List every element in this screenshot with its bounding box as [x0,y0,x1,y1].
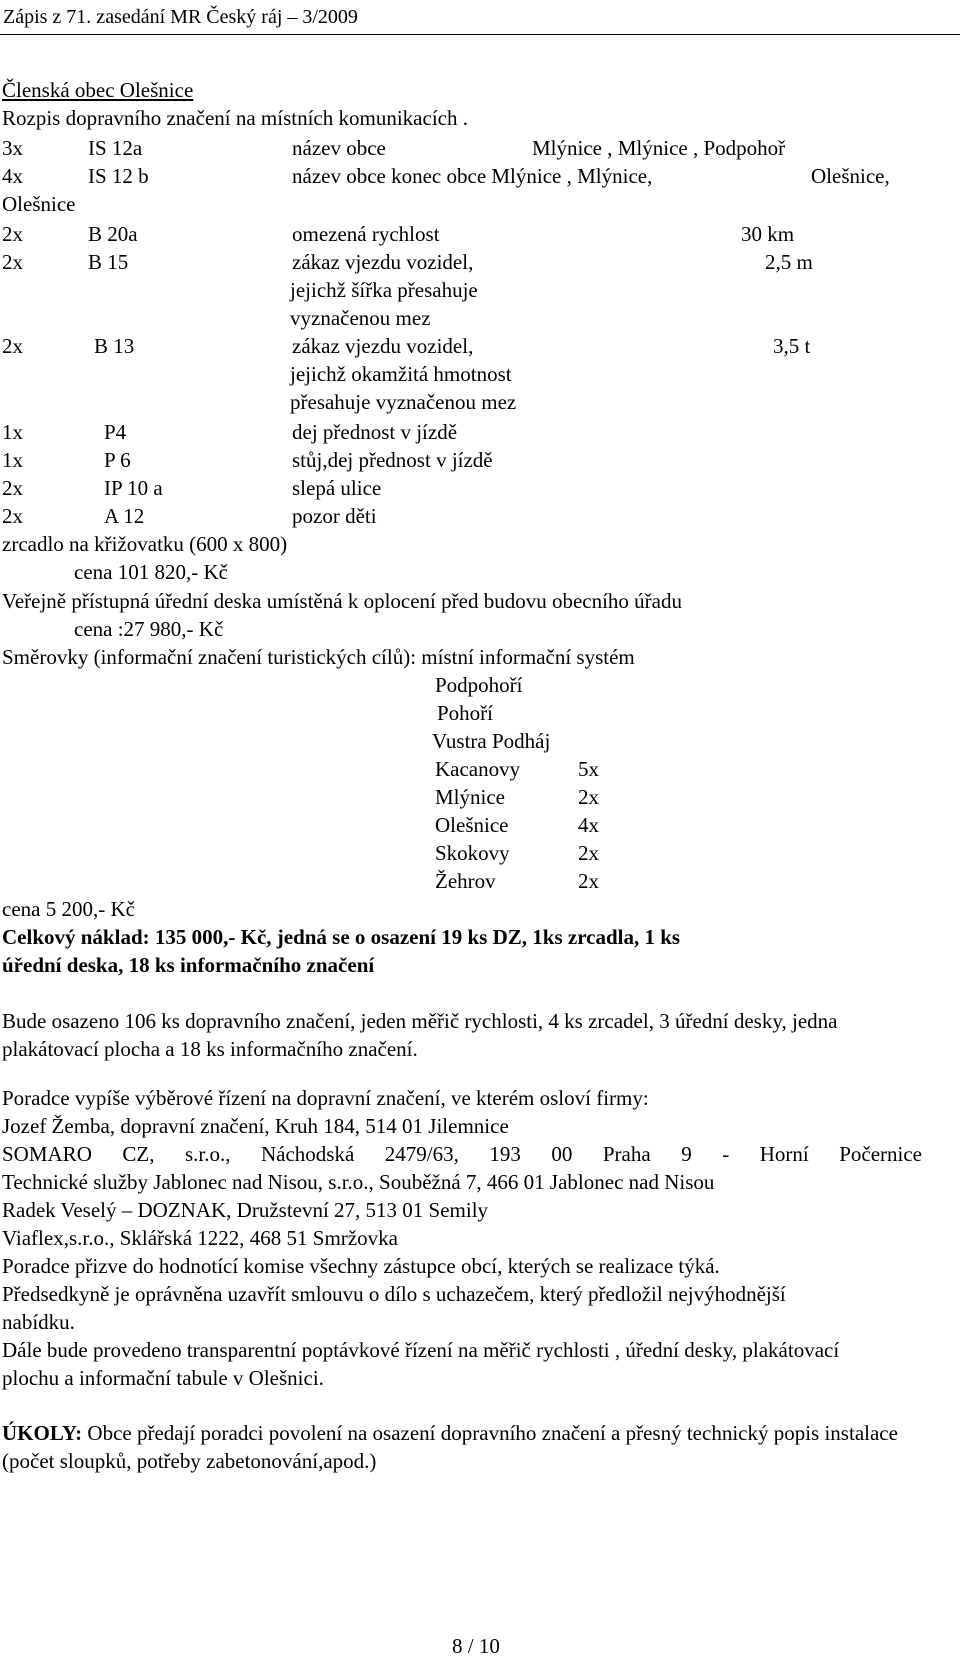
arrow-place: Skokovy [435,841,510,865]
mirror-text: zrcadlo na křižovatku (600 x 800) [2,532,288,556]
sign-places-cont: Olešnice [2,192,76,216]
arrow-place: Podpohoří [435,673,523,697]
commission-text: Poradce přizve do hodnotící komise všechny zástupce obcí, kterých se realizace týká. [2,1254,720,1278]
firm-item: Jozef Žemba, dopravní značení, Kruh 184, 514 01 Jilemnice [2,1114,509,1138]
sign-name: zákaz vjezdu vozidel, [292,334,474,358]
tasks-paragraph [2,1419,907,1475]
sign-value: 30 km [741,222,795,246]
sign-qty: 2x [2,222,23,246]
sign-name: název obce [292,136,386,160]
tasks-label: ÚKOLY: [2,1421,83,1445]
arrow-count: 5x [578,757,599,781]
tasks-text: Obce předají poradci povolení na osazení dopravního značení a přesný technický popis instalace (počet sloupků, potřeby zabetonování,apod.) [2,1421,898,1473]
sign-name: slepá ulice [292,476,382,500]
page-number: 8 / 10 [452,1634,500,1658]
arrow-place: Kacanovy [435,757,521,781]
sign-code: IS 12 b [88,164,149,188]
sign-places: Olešnice, [811,164,890,188]
sign-name-line2: jejichž šířka přesahuje [290,278,478,302]
arrow-place: Vustra Podháj [432,729,551,753]
sign-code: P 6 [104,448,131,472]
total-line-1: Celkový náklad: 135 000,- Kč, jedná se o osazení 19 ks DZ, 1ks zrcadla, 1 ks [2,925,681,949]
sign-code: IS 12a [88,136,143,160]
sign-name: stůj,dej přednost v jízdě [292,448,493,472]
sign-name: omezená rychlost [292,222,440,246]
sign-name: dej přednost v jízdě [292,420,458,444]
sign-code: A 12 [104,504,145,528]
sign-value: 3,5 t [773,334,811,358]
sign-value: 2,5 m [765,250,813,274]
sign-qty: 3x [2,136,23,160]
firm-item: SOMARO CZ, s.r.o., Náchodská 2479/63, 193 00 Praha 9 - Horní Počernice [2,1142,922,1166]
arrow-place: Mlýnice [435,785,505,809]
sign-qty: 1x [2,448,23,472]
firm-item: Viaflex,s.r.o., Sklářská 1222, 468 51 Smržovka [2,1226,398,1250]
chair-text: Předsedkyně je oprávněna uzavřít smlouvu o dílo s uchazečem, který předložil nejvýhodnější nabídku. [2,1282,786,1334]
sign-name: pozor děti [292,504,377,528]
sign-qty: 2x [2,504,23,528]
page-header: Zápis z 71. zasedání MR Český ráj – 3/2009 [3,6,358,28]
firm-item: Radek Veselý – DOZNAK, Družstevní 27, 513 01 Semily [2,1198,489,1222]
arrow-place: Pohoří [437,701,494,725]
sign-places: Mlýnice , Mlýnice , Podpohoř [532,136,786,160]
total-line-2: úřední deska, 18 ks informačního značení [2,953,375,977]
installation-summary: Bude osazeno 106 ks dopravního značení, jeden měřič rychlosti, 4 ks zrcadel, 3 úřední desky, jedna plakátovací plocha a 18 ks informačního značení. [2,1009,838,1061]
sign-name-line2: jejichž okamžitá hmotnost [290,362,512,386]
arrow-count: 2x [578,841,599,865]
sign-code: IP 10 a [104,476,163,500]
further-text: Dále bude provedeno transparentní poptávkové řízení na měřič rychlosti , úřední desky, plakátovací plochu a informační tabule v Olešnici. [2,1338,840,1390]
sign-code: B 15 [88,250,129,274]
arrow-count: 2x [578,785,599,809]
arrow-count: 4x [578,813,599,837]
arrows-text: Směrovky (informační značení turistických cílů): místní informační systém [2,645,635,669]
board-price: cena :27 980,- Kč [74,617,224,641]
sign-name-line3: vyznačenou mez [290,306,431,330]
sign-qty: 4x [2,164,23,188]
header-rule [0,34,960,35]
sign-qty: 2x [2,250,23,274]
arrow-place: Olešnice [435,813,509,837]
sign-name-line3: přesahuje vyznačenou mez [290,390,517,414]
section-subtitle: Rozpis dopravního značení na místních komunikacích . [2,106,468,130]
sign-code: B 13 [94,334,135,358]
sign-code: P4 [104,420,127,444]
arrow-count: 2x [578,869,599,893]
sign-qty: 2x [2,476,23,500]
section-title: Členská obec Olešnice [2,78,194,102]
sign-qty: 2x [2,334,23,358]
firm-item: Technické služby Jablonec nad Nisou, s.r.o., Souběžná 7, 466 01 Jablonec nad Nisou [2,1170,715,1194]
mirror-price: cena 101 820,- Kč [74,560,228,584]
sign-code: B 20a [88,222,138,246]
arrow-place: Žehrov [435,869,496,893]
sign-name: zákaz vjezdu vozidel, [292,250,474,274]
arrows-price: cena 5 200,- Kč [2,897,135,921]
sign-qty: 1x [2,420,23,444]
sign-name: název obce konec obce Mlýnice , Mlýnice, [292,164,653,188]
board-text: Veřejně přístupná úřední deska umístěná k oplocení před budovu obecního úřadu [2,589,682,613]
firms-intro: Poradce vypíše výběrové řízení na dopravní značení, ve kterém osloví firmy: [2,1086,649,1110]
